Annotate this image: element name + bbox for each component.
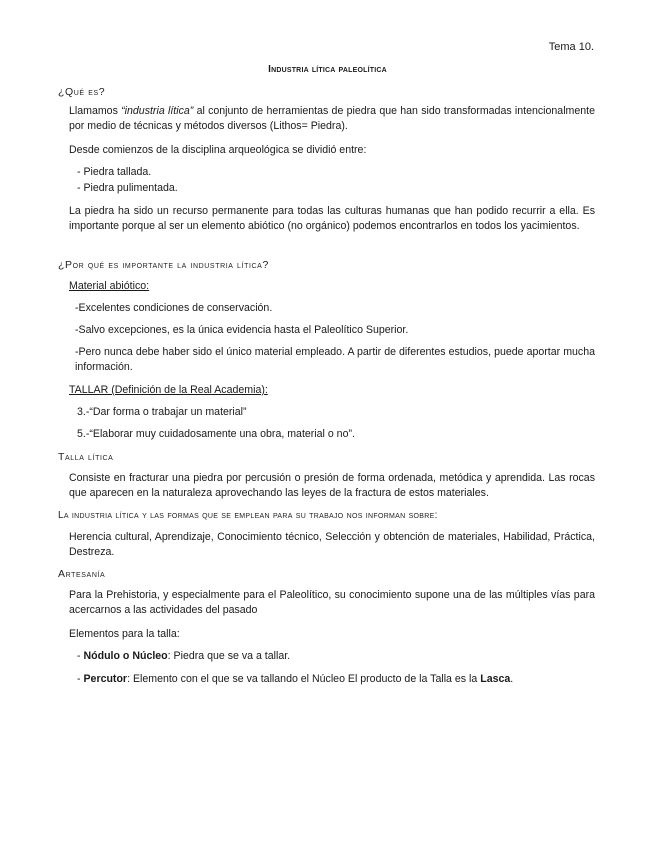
topic-number: Tema 10.: [548, 41, 594, 53]
term-lasca: Lasca: [480, 673, 511, 685]
paragraph-artesania: Para la Prehistoria, y especialmente para el Paleolítico, su conocimiento supone una de las múltiples vías para acercarnos a las actividades del pasado: [69, 589, 595, 616]
term-nucleo: Nódulo o Núcleo: [83, 650, 168, 662]
subheading-material-abiotico: Material abiótico:: [69, 280, 150, 292]
paragraph-definition: Llamamos “industria lítica” al conjunto de herramientas de piedra que han sido transformadas intencionalmente por medio de técnicas y métodos diversos (Lithos= Piedra).: [69, 105, 595, 132]
paragraph-elementos: Elementos para la talla:: [69, 628, 180, 640]
heading-formas: La industria lítica y las formas que se emplean para su trabajo nos informan sobre:: [58, 510, 438, 521]
list-item: - Piedra tallada.: [77, 166, 152, 178]
term-industria-litica: “industria lítica”: [121, 105, 194, 117]
paragraph-division: Desde comienzos de la disciplina arqueológica se dividió entre:: [69, 144, 367, 156]
subheading-tallar: TALLAR (Definición de la Real Academia):: [69, 384, 268, 396]
paragraph-recurso: La piedra ha sido un recurso permanente para todas las culturas humanas que han podido recurrir a ella. Es importante porque al ser un elemento abiótico (no orgánico) podemos encontrarlos en todos los yacimientos.: [69, 205, 595, 232]
term-percutor: Percutor: [83, 673, 128, 685]
list-item: - Piedra pulimentada.: [77, 182, 178, 194]
list-item: -Excelentes condiciones de conservación.: [75, 302, 273, 314]
list-item-nucleo: - Nódulo o Núcleo: Piedra que se va a tallar.: [77, 650, 291, 662]
heading-artesania: Artesanía: [58, 568, 106, 580]
list-item: -Salvo excepciones, es la única evidencia hasta el Paleolítico Superior.: [75, 324, 409, 336]
paragraph-formas: Herencia cultural, Aprendizaje, Conocimiento técnico, Selección y obtención de materiales, Habilidad, Práctica, Destreza.: [69, 531, 595, 558]
paragraph-talla: Consiste en fracturar una piedra por percusión o presión de forma ordenada, metódica y aprendida. Las rocas que aparecen en la naturaleza aprovechando las leyes de la fractura de estos materiales.: [69, 472, 595, 499]
definition-item: 5.-“Elaborar muy cuidadosamente una obra, material o no”.: [77, 428, 355, 440]
definition-item: 3.-“Dar forma o trabajar un material”: [77, 406, 247, 418]
document-title: Industria lítica paleolítica: [268, 64, 387, 75]
heading-talla-litica: Talla lítica: [58, 451, 114, 463]
heading-importancia: ¿Por qué es importante la industria lítica?: [58, 259, 269, 271]
heading-que-es: ¿Qué es?: [58, 86, 106, 98]
list-item-percutor: - Percutor: Elemento con el que se va tallando el Núcleo El producto de la Talla es la Lasca.: [77, 673, 514, 685]
list-item: -Pero nunca debe haber sido el único material empleado. A partir de diferentes estudios, puede aportar mucha información.: [75, 346, 595, 373]
